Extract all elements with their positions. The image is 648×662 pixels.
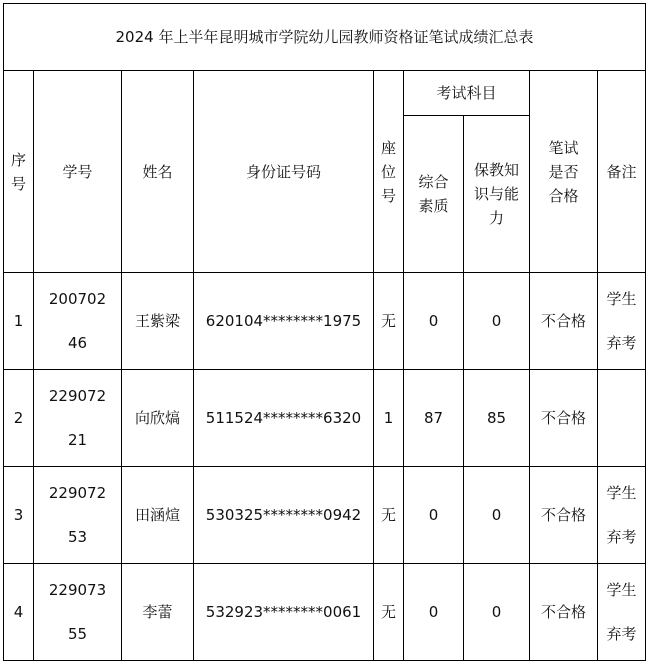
cell-remarks xyxy=(598,370,646,467)
cell-student-id-text: 22907355 xyxy=(48,581,107,643)
cell-remarks xyxy=(598,564,646,661)
header-passed-text: 笔试是否合格 xyxy=(548,138,579,205)
cell-remarks xyxy=(598,467,646,564)
header-seat xyxy=(374,71,404,273)
header-student-id: 学号 xyxy=(34,71,122,273)
cell-student-id xyxy=(34,273,122,370)
header-name: 姓名 xyxy=(122,71,194,273)
cell-seat: 无 xyxy=(374,467,404,564)
cell-student-id-text: 22907221 xyxy=(48,387,107,449)
cell-seat: 无 xyxy=(374,564,404,661)
header-exam-subjects: 考试科目 xyxy=(404,71,530,116)
cell-id-number: 620104********1975 xyxy=(194,273,374,370)
cell-passed: 不合格 xyxy=(530,370,598,467)
score-table xyxy=(3,3,646,661)
cell-student-id xyxy=(34,564,122,661)
cell-seq: 2 xyxy=(4,370,34,467)
table-title: 2024 年上半年昆明城市学院幼儿园教师资格证笔试成绩汇总表 xyxy=(4,4,646,71)
cell-seat: 1 xyxy=(374,370,404,467)
table-row xyxy=(4,273,646,370)
cell-name: 王紫梁 xyxy=(122,273,194,370)
header-subject2 xyxy=(464,116,530,273)
cell-remarks-text: 学生弃考 xyxy=(606,484,637,546)
cell-seq: 4 xyxy=(4,564,34,661)
table-row xyxy=(4,370,646,467)
cell-seat: 无 xyxy=(374,273,404,370)
table-row xyxy=(4,564,646,661)
table-row xyxy=(4,467,646,564)
cell-score1: 87 xyxy=(404,370,464,467)
cell-score1: 0 xyxy=(404,273,464,370)
header-id-number: 身份证号码 xyxy=(194,71,374,273)
header-seat-text: 座位号 xyxy=(380,138,396,205)
cell-student-id xyxy=(34,467,122,564)
header-seq xyxy=(4,71,34,273)
cell-name: 田涵煊 xyxy=(122,467,194,564)
header-subject1 xyxy=(404,116,464,273)
cell-id-number: 530325********0942 xyxy=(194,467,374,564)
cell-passed: 不合格 xyxy=(530,467,598,564)
cell-student-id-text: 20070246 xyxy=(48,290,107,352)
cell-name: 向欣熇 xyxy=(122,370,194,467)
cell-passed: 不合格 xyxy=(530,273,598,370)
cell-score1: 0 xyxy=(404,467,464,564)
cell-seq: 1 xyxy=(4,273,34,370)
cell-id-number: 532923********0061 xyxy=(194,564,374,661)
cell-student-id-text: 22907253 xyxy=(48,484,107,546)
cell-remarks xyxy=(598,273,646,370)
cell-score2: 0 xyxy=(464,467,530,564)
cell-score1: 0 xyxy=(404,564,464,661)
cell-score2: 0 xyxy=(464,273,530,370)
cell-id-number: 511524********6320 xyxy=(194,370,374,467)
cell-passed: 不合格 xyxy=(530,564,598,661)
cell-score2: 0 xyxy=(464,564,530,661)
header-remarks: 备注 xyxy=(598,71,646,273)
cell-score2: 85 xyxy=(464,370,530,467)
cell-student-id xyxy=(34,370,122,467)
cell-name: 李蕾 xyxy=(122,564,194,661)
header-subject2-text: 保教知识与能力 xyxy=(473,161,519,227)
header-passed xyxy=(530,71,598,273)
header-subject1-text: 综合素质 xyxy=(418,173,449,215)
header-seq-text: 序号 xyxy=(10,150,26,193)
cell-remarks-text: 学生弃考 xyxy=(606,290,637,352)
cell-remarks-text: 学生弃考 xyxy=(606,581,637,643)
cell-seq: 3 xyxy=(4,467,34,564)
